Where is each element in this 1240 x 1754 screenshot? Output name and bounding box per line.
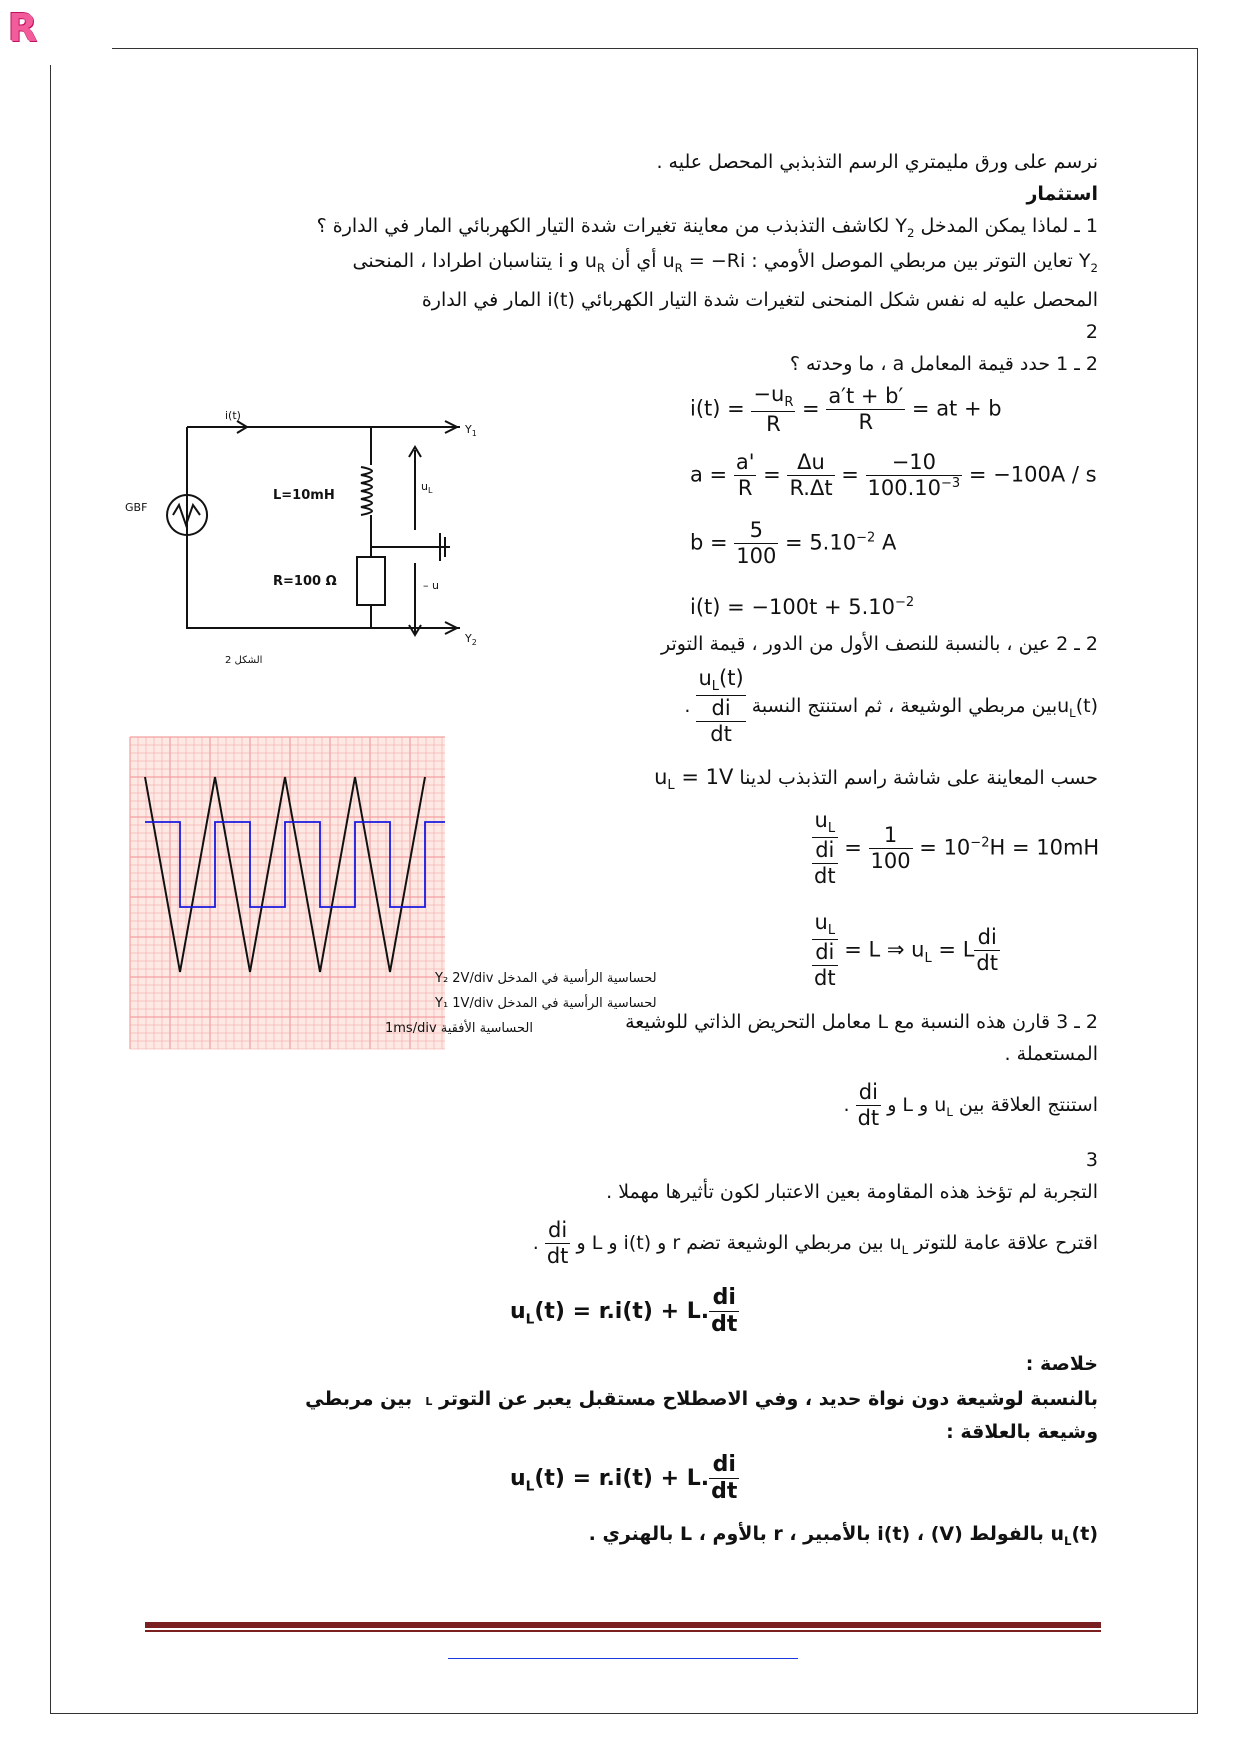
num-3: 3 [1085,1149,1098,1171]
label-uR: – u [423,579,439,592]
label-it: i(t) [225,409,241,422]
eq-it-final: $i(t) = -100t + 5.10^{-2}$ [690,595,915,619]
logo: R [8,6,38,50]
eq-it: i(t) = $\frac{-u_R}{R}$ = $\frac{a't + b'}{R}$ = at + b [690,382,1002,436]
top-border [112,48,1197,49]
legend-y2: لحساسية الرأسية في المدخل Y₂ 2V/div [435,971,657,986]
line-5: المحصل عليه له نفس شكل المنحنى لتغيرات شدة التيار الكهربائي i(t) المار في الدارة [421,289,1098,311]
footer-rule-thin [145,1630,1101,1632]
summary-line-1: بالنسبة لوشيعة دون نواة حديد ، وفي الاصطلاح مستقبل يعبر عن التوتر L بين مربطي [305,1388,1098,1410]
legend-y1: لحساسية الرأسية في المدخل Y₁ 1V/div [435,996,657,1011]
question-2-1: 2 ـ 1 حدد قيمة المعامل a ، ما وحدته ؟ [789,353,1098,375]
line-ratio: $u_L(t)بين$ مربطي الوشيعة ، ثم استنتج النسبة $u_L(t)$ di dt . [684,666,1098,746]
line-4: $Y_2$ تعاين التوتر بين مربطي الموصل الأومي : $u_R = -Ri$ أي أن $u_R$ و i يتناسبان اطرادا ، المنحنى [352,250,1098,275]
summary-units: $u_L(t)$ بالفولط (V) ، i(t) بالأمبير ، r بالأوم ، L بالهنري . [588,1523,1098,1548]
ground-icon [428,533,450,561]
line-16: اقترح علاقة عامة للتوتر $u_L$ بين مربطي الوشيعة تضم r و i(t) و L و $\frac{di}{dt}$ . [532,1218,1098,1269]
eq-a: a = $\frac{a'}{R}$ = $\frac{\Delta u}{R.\Delta t}$ = $\frac{-10}{100.10^{-3}}$ = −100A / s [690,450,1097,501]
oscilloscope-screen [130,737,657,1049]
eq-b: b = $\frac{5}{100}$ = $5.10^{-2}$ A [690,518,897,569]
legend-time: الحساسية الأفقية 1ms/div [385,1021,533,1036]
summary-heading: خلاصة : [1025,1353,1098,1375]
question-1: 1 ـ لماذا يمكن المدخل $Y_2$ لكاشف التذبذب من معاينة تغيرات شدة التيار الكهربائي المار في الدارة ؟ [316,215,1098,240]
label-uL: $u_L$ [421,480,433,495]
num-2: 2 [1085,321,1098,343]
bottom-border [50,1713,1198,1714]
section-heading: استثمار [1026,183,1098,205]
uL-arrow-icon [409,447,421,530]
eq-general-2: $u_L(t) = r.i(t) + L$. $\frac{di}{dt}$ [510,1452,738,1505]
footer-link[interactable] [448,1658,798,1659]
footer-rule [145,1622,1101,1628]
question-2-2: 2 ـ 2 عين ، بالنسبة للنصف الأول من الدور ، قيمة التوتر [661,633,1098,655]
summary-line-2: وشيعة بالعلاقة : [946,1421,1098,1443]
question-2-3: 2 ـ 3 قارن هذه النسبة مع L معامل التحريض الذاتي للوشيعة [625,1011,1098,1033]
scope-background [130,737,445,1049]
eq-ratio-L: $u_L$ di dt = L ⇒ $u_L = L$ $\frac{di}{dt}$ [814,910,998,990]
label-GBF: GBF [125,501,148,514]
line-12: المستعملة . [1004,1043,1098,1065]
uR-arrow-icon [409,563,421,635]
label-Y1: $Y_1$ [465,423,477,438]
right-border [1197,48,1198,1713]
coil-icon [361,467,372,515]
label-R: R=100 Ω [273,574,337,589]
label-fig: الشكل 2 [225,655,263,666]
left-border [50,65,51,1713]
eq-ratio-value: $u_L$ di dt = $\frac{1}{100}$ = $10^{-2}H = 10mH$ [814,808,1100,888]
resistor-icon [357,557,385,605]
line-15: التجربة لم تؤخذ هذه المقاومة بعين الاعتبار لكون تأثيرها مهملا . [606,1181,1098,1203]
eq-general-1: $u_L(t) = r.i(t) + L$. $\frac{di}{dt}$ [510,1285,738,1338]
label-L: L=10mH [273,488,335,503]
line-13: استنتج العلاقة بين $u_L$ و L و $\frac{di}{dt}$ . [843,1080,1098,1131]
circuit-diagram [125,405,510,675]
line-scope: حسب المعاينة على شاشة راسم التذبذب لدينا $u_L = 1V$ [654,765,1098,794]
line-1: نرسم على ورق مليمتري الرسم التذبذبي المحصل عليه . [656,151,1098,173]
label-Y2: $Y_2$ [465,632,477,647]
outer-wire [187,427,460,628]
